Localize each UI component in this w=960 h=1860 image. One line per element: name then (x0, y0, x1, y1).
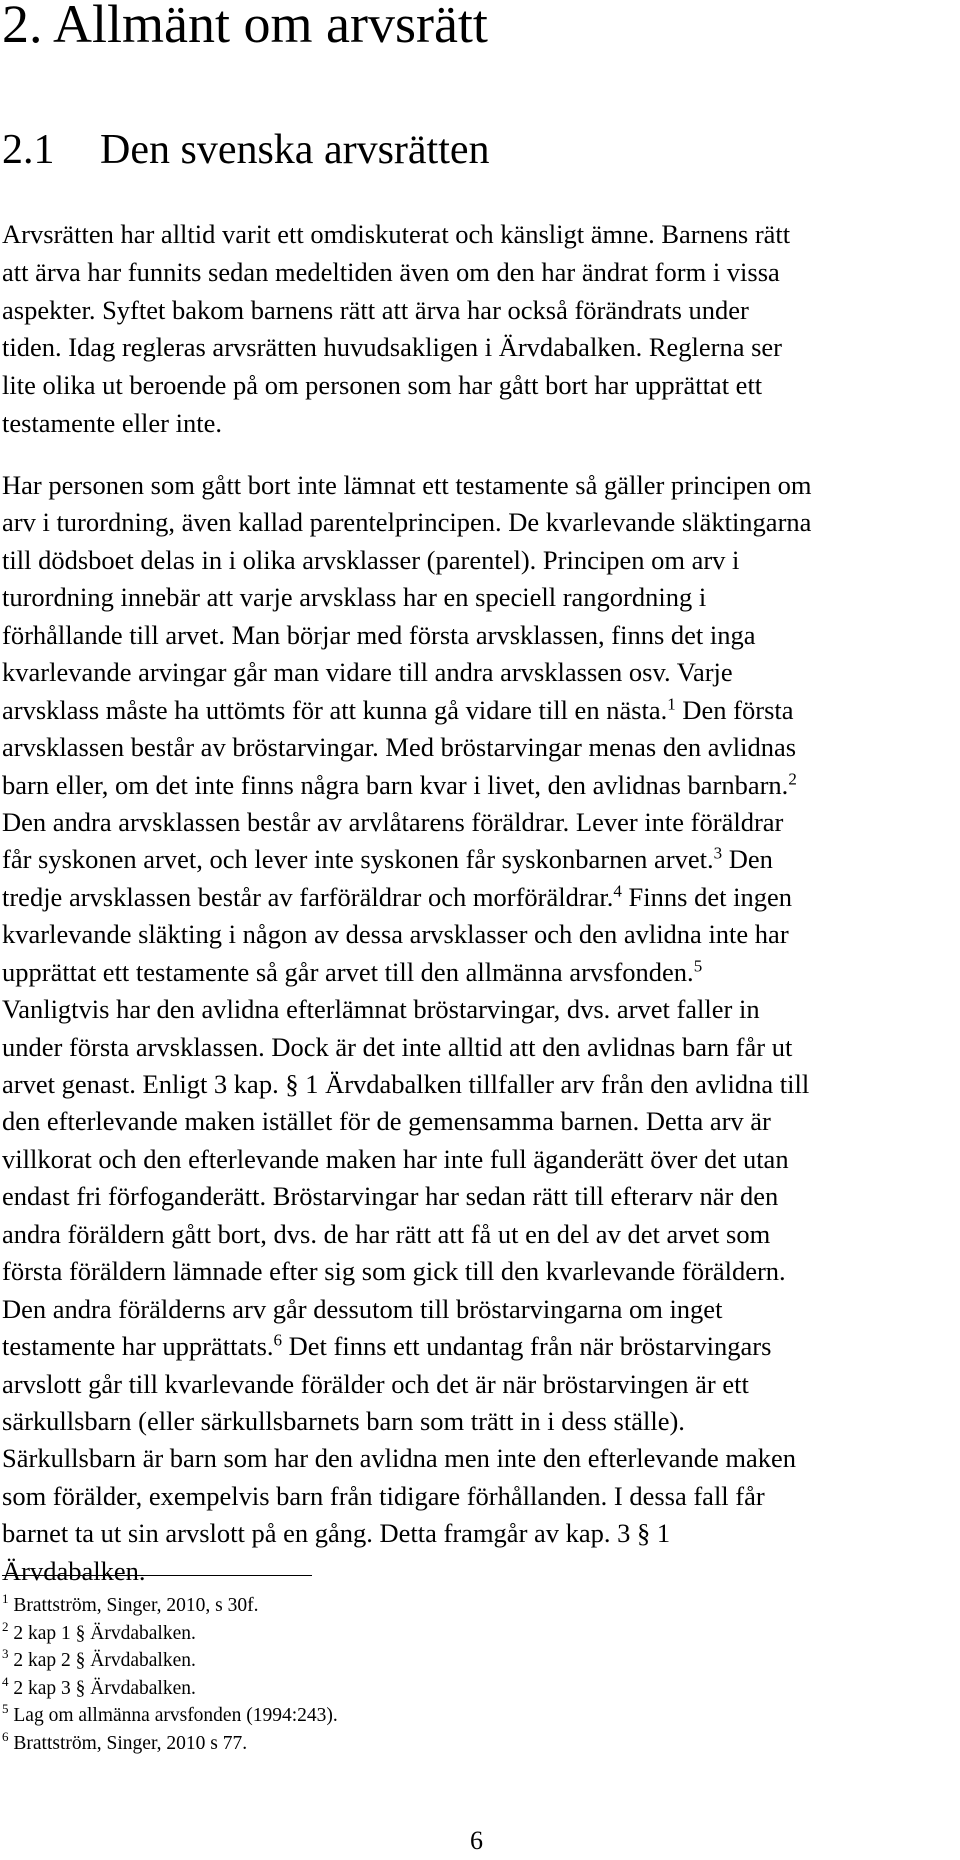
text-line: aspekter. Syftet bakom barnens rätt att ärva har också förändrats under (2, 294, 749, 325)
text-line (2, 1553, 957, 1590)
text-line (2, 1178, 957, 1215)
text-line (2, 1103, 957, 1140)
line-text: upprättat ett testamente så går arvet till den allmänna arvsfonden. (2, 956, 694, 987)
line-text: kvarlevande släkting i någon av dessa arvsklasser och den avlidna inte har (2, 919, 789, 950)
footnote-number: 1 (2, 1591, 9, 1607)
footnote-reference[interactable]: 1 (667, 694, 676, 714)
footnote (2, 1730, 338, 1758)
line-text: Vanligtvis har den avlidna efterlämnat bröstarvingar, dvs. arvet faller in (2, 994, 760, 1025)
line-text: testamente har upprättats. (2, 1331, 274, 1362)
line-text: särkullsbarn (eller särkullsbarnets barn som trätt in i dess ställe). (2, 1405, 685, 1436)
text-line (2, 954, 957, 991)
text-line (2, 841, 957, 878)
section-heading (2, 126, 490, 174)
text-line (2, 1328, 957, 1365)
line-text: får syskonen arvet, och lever inte syskonen får syskonbarnen arvet. (2, 844, 714, 875)
line-text: Särkullsbarn är barn som har den avlidna men inte den efterlevande maken (2, 1443, 796, 1474)
line-text: arvsklass måste ha uttömts för att kunna gå vidare till en nästa. (2, 694, 668, 725)
text-line (2, 804, 957, 841)
page-number: 6 (470, 1826, 483, 1855)
line-text: Har personen som gått bort inte lämnat ett testamente så gäller principen om (2, 470, 812, 500)
text-line (2, 879, 957, 916)
text-line (2, 1440, 957, 1477)
footnote-number: 2 (2, 1618, 9, 1634)
footnote-text: Brattström, Singer, 2010, s 30f. (8, 1595, 259, 1616)
section-title: Den svenska arvsrätten (100, 127, 490, 173)
line-text: barn eller, om det inte finns några barn kvar i livet, den avlidnas barnbarn. (2, 769, 789, 800)
line-text: arvet genast. Enligt 3 kap. § 1 Ärvdabalken tillfaller arv från den avlidna till (2, 1069, 810, 1099)
line-text: arvslott går till kvarlevande förälder och det är när bröstarvingen är ett (2, 1368, 749, 1399)
text-line (2, 1291, 957, 1328)
text-line (2, 1066, 957, 1103)
footnote-reference[interactable]: 5 (693, 956, 703, 976)
line-text: kvarlevande arvingar går man vidare till andra arvsklassen osv. Varje (2, 657, 733, 688)
footnote-number: 6 (2, 1729, 9, 1745)
text-line (2, 542, 957, 579)
footnote-text: 2 kap 3 § Ärvdabalken. (8, 1677, 196, 1699)
footnotes (2, 1592, 338, 1758)
line-text: som förälder, exempelvis barn från tidigare förhållanden. I dessa fall får (2, 1480, 765, 1511)
text-line: Arvsrätten har alltid varit ett omdiskuterat och känsligt ämne. Barnens rätt (2, 219, 791, 249)
line-text: Den första (675, 694, 794, 725)
footnote-number: 5 (2, 1701, 9, 1717)
text-line (2, 1253, 957, 1290)
footnote-separator (2, 1575, 312, 1576)
text-line (2, 916, 957, 953)
footnote-text: 2 kap 2 § Ärvdabalken. (8, 1650, 196, 1672)
footnote (2, 1620, 338, 1648)
line-text: under första arvsklassen. Dock är det inte alltid att den avlidnas barn får ut (2, 1031, 793, 1062)
text-line (2, 1515, 957, 1552)
footnote-reference[interactable]: 6 (273, 1330, 283, 1350)
footnote-text: Brattström, Singer, 2010 s 77. (8, 1732, 248, 1754)
line-text: Ärvdabalken. (2, 1555, 146, 1586)
text-line (2, 579, 957, 616)
line-text: arvsklassen består av bröstarvingar. Med bröstarvingar menas den avlidnas (2, 732, 797, 763)
text-line (2, 729, 957, 766)
line-text: Den (722, 844, 773, 875)
line-text: turordning innebär att varje arvsklass har en speciell rangordning i (2, 582, 707, 613)
line-text: arv i turordning, även kallad parentelprincipen. De kvarlevande släktingarna (2, 507, 812, 538)
footnote-reference[interactable]: 3 (713, 844, 723, 864)
line-text: Finns det ingen (621, 881, 792, 912)
footnote (2, 1675, 338, 1703)
intro-paragraph (2, 216, 957, 443)
footnote-reference[interactable]: 2 (788, 769, 797, 789)
text-line (2, 504, 957, 541)
line-text: tredje arvsklassen består av farföräldrar och morföräldrar. (2, 881, 614, 912)
text-line (2, 1141, 957, 1178)
text-line (2, 692, 957, 729)
footnote (2, 1592, 338, 1620)
line-text: Den andra arvsklassen består av arvlåtarens föräldrar. Lever inte föräldrar (2, 806, 784, 837)
text-line: tiden. Idag regleras arvsrätten huvudsakligen i Ärvdabalken. Reglerna ser (2, 332, 782, 363)
text-line (2, 1029, 957, 1066)
line-text: förhållande till arvet. Man börjar med första arvsklassen, finns det inga (2, 619, 756, 650)
text-line: att ärva har funnits sedan medeltiden även om den har ändrat form i vissa (2, 256, 780, 287)
line-text: andra föräldern gått bort, dvs. de har rätt att få ut en del av det arvet som (2, 1218, 771, 1249)
line-text: endast fri förfoganderätt. Bröstarvingar har sedan rätt till efterarv när den (2, 1181, 779, 1212)
text-line: lite olika ut beroende på om personen som har gått bort har upprättat ett (2, 370, 763, 401)
footnote-number: 3 (2, 1646, 9, 1662)
line-text: den efterlevande maken istället för de gemensamma barnen. Detta arv är (2, 1106, 771, 1137)
section-number: 2.1 (2, 127, 55, 173)
chapter-heading: 2. Allmänt om arvsrätt (2, 0, 488, 54)
text-line (2, 1216, 957, 1253)
footnote (2, 1647, 338, 1675)
text-line (2, 1366, 957, 1403)
main-paragraph (2, 467, 957, 1590)
line-text: Det finns ett undantag från när bröstarvingars (282, 1331, 772, 1362)
text-line (2, 617, 957, 654)
footnote (2, 1702, 338, 1730)
text-line (2, 1403, 957, 1440)
footnote-number: 4 (2, 1673, 9, 1689)
text-line: testamente eller inte. (2, 407, 222, 438)
line-text: Den andra förälderns arv går dessutom till bröstarvingarna om inget (2, 1293, 723, 1324)
line-text: första föräldern lämnade efter sig som gick till den kvarlevande föräldern. (2, 1256, 786, 1287)
line-text: villkorat och den efterlevande maken har inte full äganderätt över det utan (2, 1143, 789, 1174)
text-line (2, 991, 957, 1028)
footnote-text: Lag om allmänna arvsfonden (1994:243). (8, 1705, 338, 1727)
footnote-reference[interactable]: 4 (613, 881, 622, 901)
text-line (2, 467, 957, 504)
footnote-text: 2 kap 1 § Ärvdabalken. (8, 1622, 196, 1644)
line-text: barnet ta ut sin arvslott på en gång. Detta framgår av kap. 3 § 1 (2, 1518, 671, 1549)
line-text: till dödsboet delas in i olika arvsklasser (parentel). Principen om arv i (2, 544, 740, 575)
text-line (2, 654, 957, 691)
text-line (2, 1478, 957, 1515)
text-line (2, 767, 957, 804)
